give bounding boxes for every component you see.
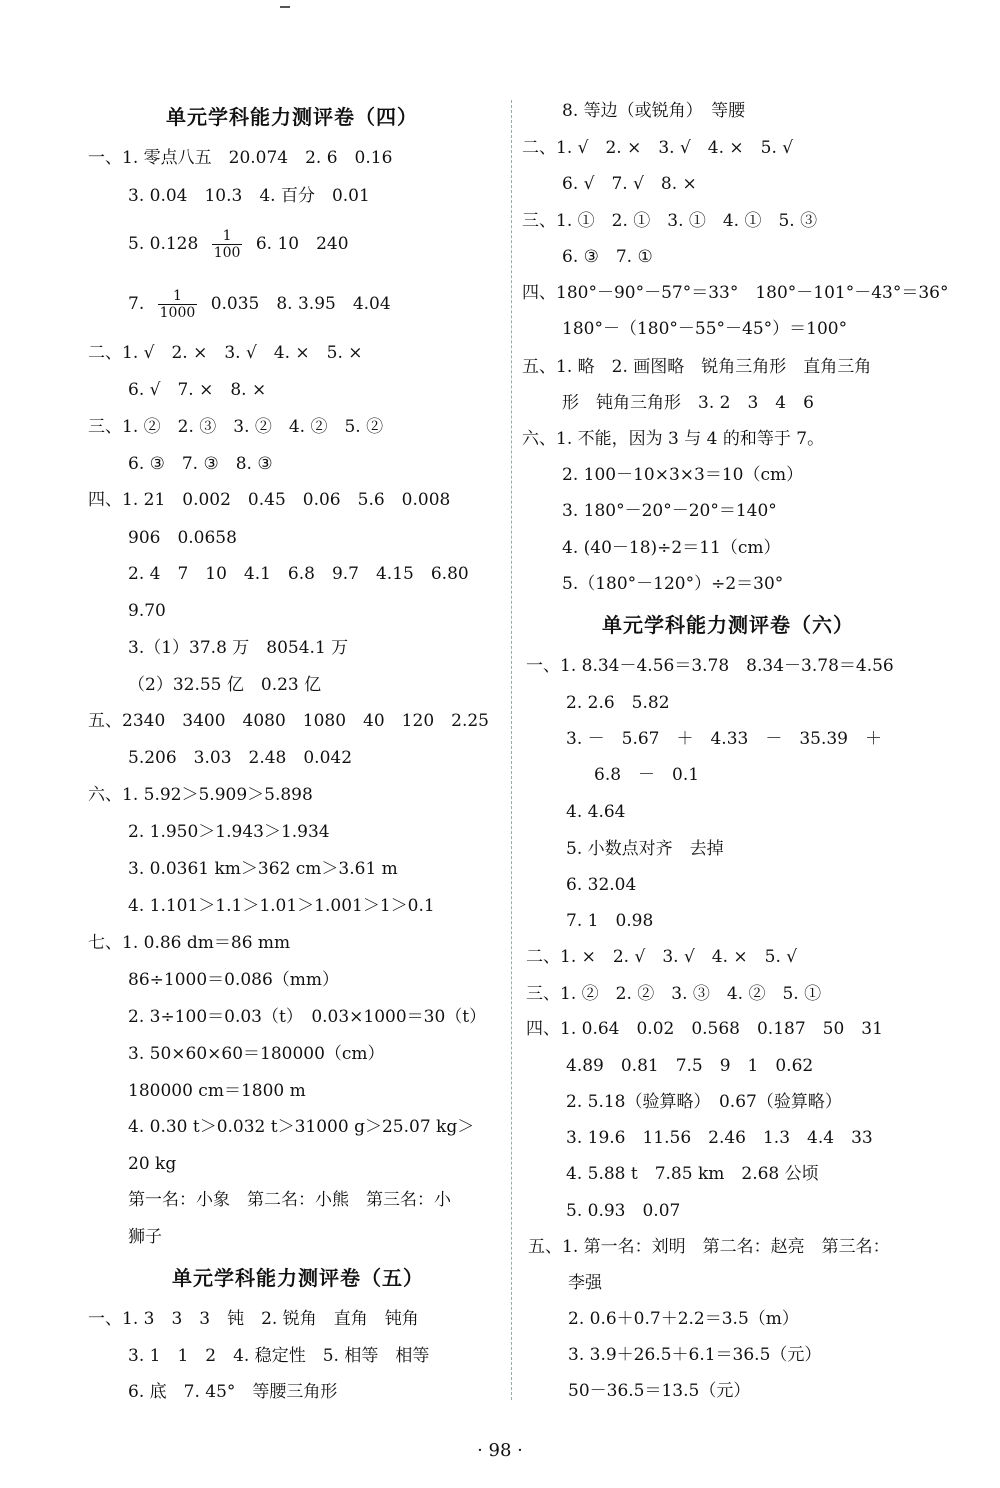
answer-line: 二、1. √ 2. × 3. √ 4. × 5. × [88, 343, 363, 363]
answer-line: 2. 100－10×3×3＝10（cm） [562, 465, 804, 485]
answer-line: 5. 小数点对齐 去掉 [566, 839, 724, 859]
answer-line: 2. 0.6＋0.7＋2.2＝3.5（m） [568, 1309, 799, 1329]
answer-line: 180°－（180°－55°－45°）＝100° [562, 319, 848, 339]
answer-text: 6. 10 240 [255, 234, 349, 254]
answer-line: 六、1. 不能，因为 3 与 4 的和等于 7。 [522, 429, 825, 449]
answer-line: 2. 4 7 10 4.1 6.8 9.7 4.15 6.80 [128, 564, 469, 584]
answer-line: 四、180°－90°－57°＝33° 180°－101°－43°＝36° [522, 283, 949, 303]
section-title-4: 单元学科能力测评卷（四） [166, 105, 418, 129]
answer-line: 形 钝角三角形 3. 2 3 4 6 [562, 393, 814, 413]
answer-text: 5. 0.128 [128, 234, 199, 254]
answer-line: 二、1. × 2. √ 3. √ 4. × 5. √ [526, 947, 798, 967]
answer-line: 7. 1 0.98 [566, 911, 654, 931]
fraction [158, 288, 198, 321]
fraction-denominator: 100 [213, 245, 241, 261]
answer-line: 2. 2.6 5.82 [566, 693, 670, 713]
column-divider [511, 100, 512, 1400]
answer-line: 狮子 [128, 1227, 162, 1247]
answer-line: 三、1. ② 2. ③ 3. ② 4. ② 5. ② [88, 417, 384, 437]
answer-line: 6. 32.04 [566, 875, 637, 895]
fraction-numerator: 1 [212, 228, 243, 245]
answer-line: 3. 0.0361 km＞362 cm＞3.61 m [128, 859, 398, 879]
answer-line: 6. √ 7. √ 8. × [562, 174, 697, 194]
fraction-numerator: 1 [158, 288, 198, 305]
answer-text: 0.035 8. 3.95 4.04 [210, 294, 391, 314]
answer-line: 第一名：小象 第二名：小熊 第三名：小 [128, 1190, 451, 1210]
answer-line: 4. 4.64 [566, 802, 626, 822]
answer-line: 3. 19.6 11.56 2.46 1.3 4.4 33 [566, 1128, 873, 1148]
answer-line-fraction [128, 288, 391, 321]
answer-line: 2. 3÷100＝0.03（t） 0.03×1000＝30（t） [128, 1007, 487, 1027]
answer-line: （2）32.55 亿 0.23 亿 [128, 675, 322, 695]
answer-line: 5.（180°－120°）÷2＝30° [562, 574, 784, 594]
answer-line: 5.206 3.03 2.48 0.042 [128, 748, 353, 768]
answer-line: 一、1. 8.34－4.56＝3.78 8.34－3.78＝4.56 [526, 656, 894, 676]
page-number: · 98 · [477, 1440, 523, 1461]
answer-line: 李强 [568, 1273, 602, 1293]
answer-line: 三、1. ② 2. ② 3. ③ 4. ② 5. ① [526, 984, 822, 1004]
answer-line-fraction [128, 228, 349, 261]
answer-line: 6. √ 7. × 8. × [128, 380, 267, 400]
answer-line: 3. 3.9＋26.5＋6.1＝36.5（元） [568, 1345, 822, 1365]
answer-line: 七、1. 0.86 dm＝86 mm [88, 933, 291, 953]
section-title-6: 单元学科能力测评卷（六） [602, 613, 854, 637]
answer-line: 4. 0.30 t＞0.032 t＞31000 g＞25.07 kg＞ [128, 1117, 475, 1137]
answer-line: 4.89 0.81 7.5 9 1 0.62 [566, 1056, 814, 1076]
answer-line: 3. 180°－20°－20°＝140° [562, 501, 777, 521]
answer-line: 六、1. 5.92＞5.909＞5.898 [88, 785, 313, 805]
answer-line: 86÷1000＝0.086（mm） [128, 970, 340, 990]
answer-line: 五、1. 略 2. 画图略 锐角三角形 直角三角 [522, 357, 872, 377]
answer-line: 2. 5.18（验算略） 0.67（验算略） [566, 1092, 842, 1112]
answer-line: 4. 5.88 t 7.85 km 2.68 公顷 [566, 1164, 819, 1184]
answer-line: 6. 底 7. 45° 等腰三角形 [128, 1382, 338, 1402]
answer-line: 906 0.0658 [128, 528, 237, 548]
answer-line: 五、1. 第一名：刘明 第二名：赵亮 第三名： [528, 1237, 890, 1257]
answer-line: 180000 cm＝1800 m [128, 1081, 306, 1101]
answer-line: 6. ③ 7. ③ 8. ③ [128, 454, 273, 474]
answer-line: 4. 1.101＞1.1＞1.01＞1.001＞1＞0.1 [128, 896, 435, 916]
answer-line: 6. ③ 7. ① [562, 247, 653, 267]
scan-mark [280, 6, 290, 8]
fraction [212, 228, 243, 261]
answer-line: 2. 1.950＞1.943＞1.934 [128, 822, 330, 842]
answer-line: 3. 0.04 10.3 4. 百分 0.01 [128, 186, 370, 206]
answer-line: 3.（1）37.8 万 8054.1 万 [128, 638, 349, 658]
answer-line: 5. 0.93 0.07 [566, 1201, 681, 1221]
answer-line: 四、1. 21 0.002 0.45 0.06 5.6 0.008 [88, 490, 451, 510]
answer-line: 一、1. 3 3 3 钝 2. 锐角 直角 钝角 [88, 1309, 419, 1329]
answer-line: 6.8 － 0.1 [594, 765, 700, 785]
answer-line: 四、1. 0.64 0.02 0.568 0.187 50 31 [526, 1019, 883, 1039]
answer-line: 8. 等边（或锐角） 等腰 [562, 101, 746, 121]
answer-line: 9.70 [128, 601, 166, 621]
answer-line: 二、1. √ 2. × 3. √ 4. × 5. √ [522, 138, 794, 158]
answer-line: 4. (40－18)÷2＝11（cm） [562, 538, 781, 558]
answer-line: 五、2340 3400 4080 1080 40 120 2.25 [88, 711, 489, 731]
section-title-5: 单元学科能力测评卷（五） [172, 1266, 424, 1290]
answer-line: 3. 50×60×60＝180000（cm） [128, 1044, 385, 1064]
answer-line: 50－36.5＝13.5（元） [568, 1381, 751, 1401]
fraction-denominator: 1000 [159, 305, 196, 321]
answer-line: 3. － 5.67 ＋ 4.33 － 35.39 ＋ [566, 729, 882, 749]
answer-line: 20 kg [128, 1154, 177, 1174]
answer-line: 三、1. ① 2. ① 3. ① 4. ① 5. ③ [522, 211, 818, 231]
answer-line: 一、1. 零点八五 20.074 2. 6 0.16 [88, 148, 393, 168]
answer-line: 3. 1 1 2 4. 稳定性 5. 相等 相等 [128, 1346, 430, 1366]
answer-text: 7. [128, 294, 145, 314]
